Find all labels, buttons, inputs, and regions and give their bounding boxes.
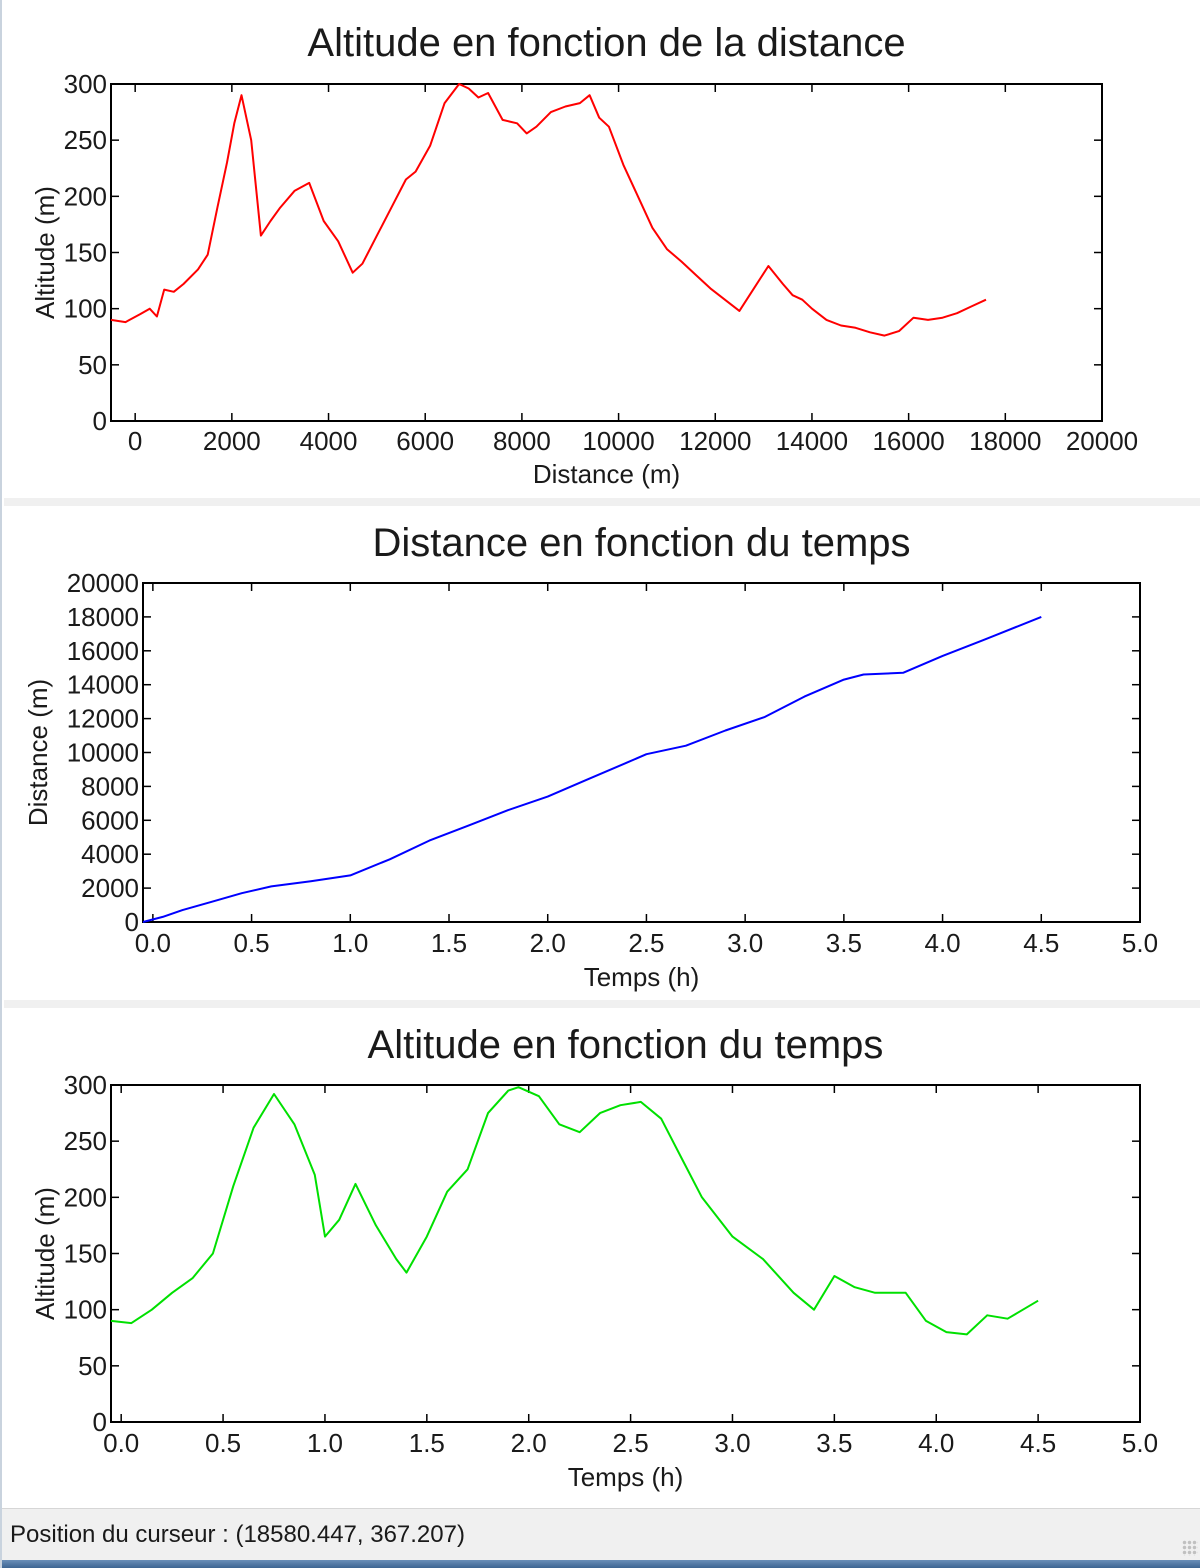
x-tick-label: 4.0 [924,928,961,958]
plot-frame [111,84,1102,421]
y-tick-label: 6000 [81,805,139,836]
y-tick-label: 100 [63,1294,107,1325]
x-tick-label: 3.0 [727,928,764,958]
y-tick-label: 200 [63,181,107,212]
x-tick-label: 6000 [396,426,455,456]
x-tick-label: 2.0 [529,928,566,958]
y-tick-label: 50 [78,1350,107,1381]
x-tick-label: 8000 [492,426,551,456]
y-tick-label: 250 [63,125,107,156]
x-tick-label: 1.5 [430,928,468,958]
y-tick-label: 100 [63,293,107,324]
chart-altitude-time[interactable] [4,1008,1200,1508]
resize-grip-icon[interactable] [1182,1540,1198,1556]
chart-panel-distance-time[interactable] [4,506,1200,1000]
x-tick-label: 5.0 [1121,928,1159,958]
y-tick-label: 14000 [66,669,139,700]
cursor-position-text: Position du curseur : (18580.447, 367.207) [10,1521,465,1548]
y-tick-label: 0 [92,406,107,436]
x-tick-label: 14000 [775,426,849,456]
x-tick-label: 2.0 [510,1428,547,1458]
x-axis-label: Distance (m) [532,459,681,489]
plot-frame [143,583,1140,922]
x-tick-label: 1.0 [332,928,369,958]
y-tick-label: 150 [63,1238,107,1269]
x-tick-label: 20000 [1065,426,1139,456]
x-tick-label: 10000 [582,426,655,456]
y-tick-label: 150 [63,237,107,268]
y-tick-label: 0 [92,1407,107,1437]
x-tick-label: 18000 [969,426,1042,456]
x-tick-label: 4000 [299,426,358,456]
x-tick-label: 3.0 [714,1428,751,1458]
taskbar-strip [2,1560,1200,1568]
x-tick-label: 3.5 [816,1428,853,1458]
y-tick-label: 20000 [66,568,139,598]
x-tick-label: 0 [127,426,143,456]
y-tick-label: 18000 [66,601,139,632]
y-axis-label: Altitude (m) [30,186,60,319]
x-tick-label: 1.0 [306,1428,344,1458]
chart-altitude-distance[interactable] [4,0,1200,498]
x-tick-label: 0.0 [134,928,171,958]
plot-frame [111,1085,1140,1422]
y-tick-label: 300 [63,1070,107,1100]
y-tick-label: 4000 [81,839,139,870]
y-axis-label: Altitude (m) [30,1187,60,1320]
chart-title: Distance en fonction du temps [372,521,911,565]
x-tick-label: 0.5 [233,928,270,958]
x-tick-label: 0.5 [204,1428,242,1458]
x-tick-label: 2.5 [612,1428,649,1458]
y-tick-label: 8000 [81,771,139,802]
x-tick-label: 4.5 [1020,1428,1057,1458]
chart-title: Altitude en fonction du temps [367,1023,884,1067]
x-axis-label: Temps (h) [583,962,700,992]
y-tick-label: 0 [124,907,139,937]
y-tick-label: 2000 [81,873,139,904]
x-tick-label: 5.0 [1121,1428,1159,1458]
x-tick-label: 3.5 [825,928,862,958]
x-tick-label: 2000 [202,426,261,456]
y-axis-label: Distance (m) [23,678,53,827]
x-tick-label: 1.5 [408,1428,445,1458]
y-tick-label: 250 [63,1126,107,1157]
x-tick-label: 4.5 [1023,928,1060,958]
panel-separator [4,1000,1200,1008]
chart-title: Altitude en fonction de la distance [307,21,906,65]
y-tick-label: 12000 [66,703,139,734]
x-tick-label: 4.0 [918,1428,955,1458]
chart-panel-altitude-distance[interactable] [4,0,1200,498]
y-tick-label: 200 [63,1182,107,1213]
x-tick-label: 12000 [679,426,752,456]
status-bar [2,1508,1200,1560]
chart-distance-time[interactable] [4,506,1200,1000]
y-tick-label: 10000 [66,737,139,768]
x-tick-label: 0.0 [103,1428,140,1458]
x-axis-label: Temps (h) [567,1462,684,1492]
chart-panel-altitude-time[interactable] [4,1008,1200,1508]
panel-separator [4,498,1200,506]
x-tick-label: 2.5 [628,928,665,958]
y-tick-label: 16000 [66,635,139,666]
y-tick-label: 50 [78,349,107,380]
y-tick-label: 300 [63,69,107,99]
x-tick-label: 16000 [872,426,945,456]
